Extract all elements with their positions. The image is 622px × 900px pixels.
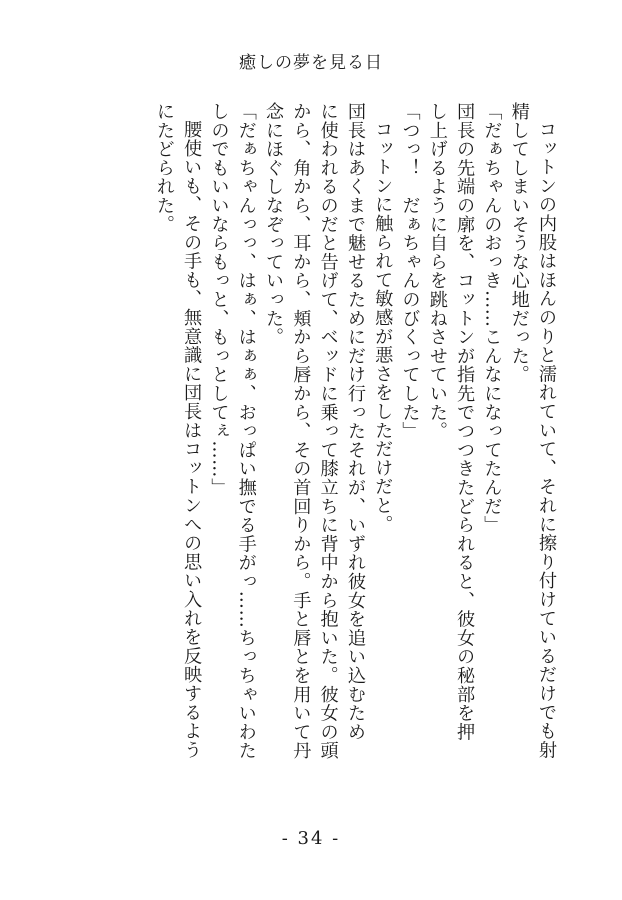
paragraph — [151, 102, 206, 802]
paragraph — [505, 102, 560, 802]
text-line: 精してしまいそうな心地だった。 — [508, 102, 530, 384]
text-line: 団長の先端の廓を、コットンが指先でつつきたどられると、彼女の秘部を押 — [454, 102, 476, 742]
text-line: 団長はあくまで魅せるためにだけ行ったそれが、いずれ彼女を追い込むため — [344, 102, 366, 742]
running-header: 癒しの夢を見る日 — [239, 53, 383, 73]
dialogue-line — [205, 102, 260, 802]
vertical-body-text — [151, 102, 560, 802]
paragraph — [260, 102, 369, 802]
text-line: 「だぁちゃんのおっき……こんなになってたんだ」 — [481, 102, 503, 535]
text-line: 「つっ！ だぁちゃんのびくってした」 — [399, 102, 421, 441]
text-line: コットンに触られて敏感が悪さをしただけだと。 — [372, 120, 394, 534]
dialogue-line — [396, 102, 423, 802]
text-line: にたどられた。 — [153, 102, 175, 234]
text-line: し上げるように自らを跳ねさせていた。 — [426, 102, 448, 441]
page-number: - 34 - — [281, 828, 341, 849]
dialogue-line — [478, 102, 505, 802]
text-line: コットンの内股はほんのりと濡れていて、それに擦り付けているだけでも射 — [536, 120, 557, 760]
text-line: しのでもいいならもっと、もっとしてぇ……」 — [208, 102, 230, 497]
text-line: 「だぁちゃんっっ、はぁ、はぁぁ、おっぱい撫でる手がっ……ちっちゃいわた — [235, 102, 257, 760]
paragraph — [369, 102, 396, 802]
paragraph — [424, 102, 479, 802]
text-line: 念にほぐしなぞっていった。 — [263, 102, 285, 347]
text-line: に使われるのだと告げて、ベッドに乗って膝立ちに背中から抱いた。彼女の頭 — [317, 102, 339, 760]
text-line: 腰使いも、その手も、無意識に団長はコットンへの思い入れを反映するよう — [181, 120, 203, 760]
text-line: から、角から、耳から、頬から唇から、その首回りから。手と唇とを用いて丹 — [290, 102, 312, 760]
